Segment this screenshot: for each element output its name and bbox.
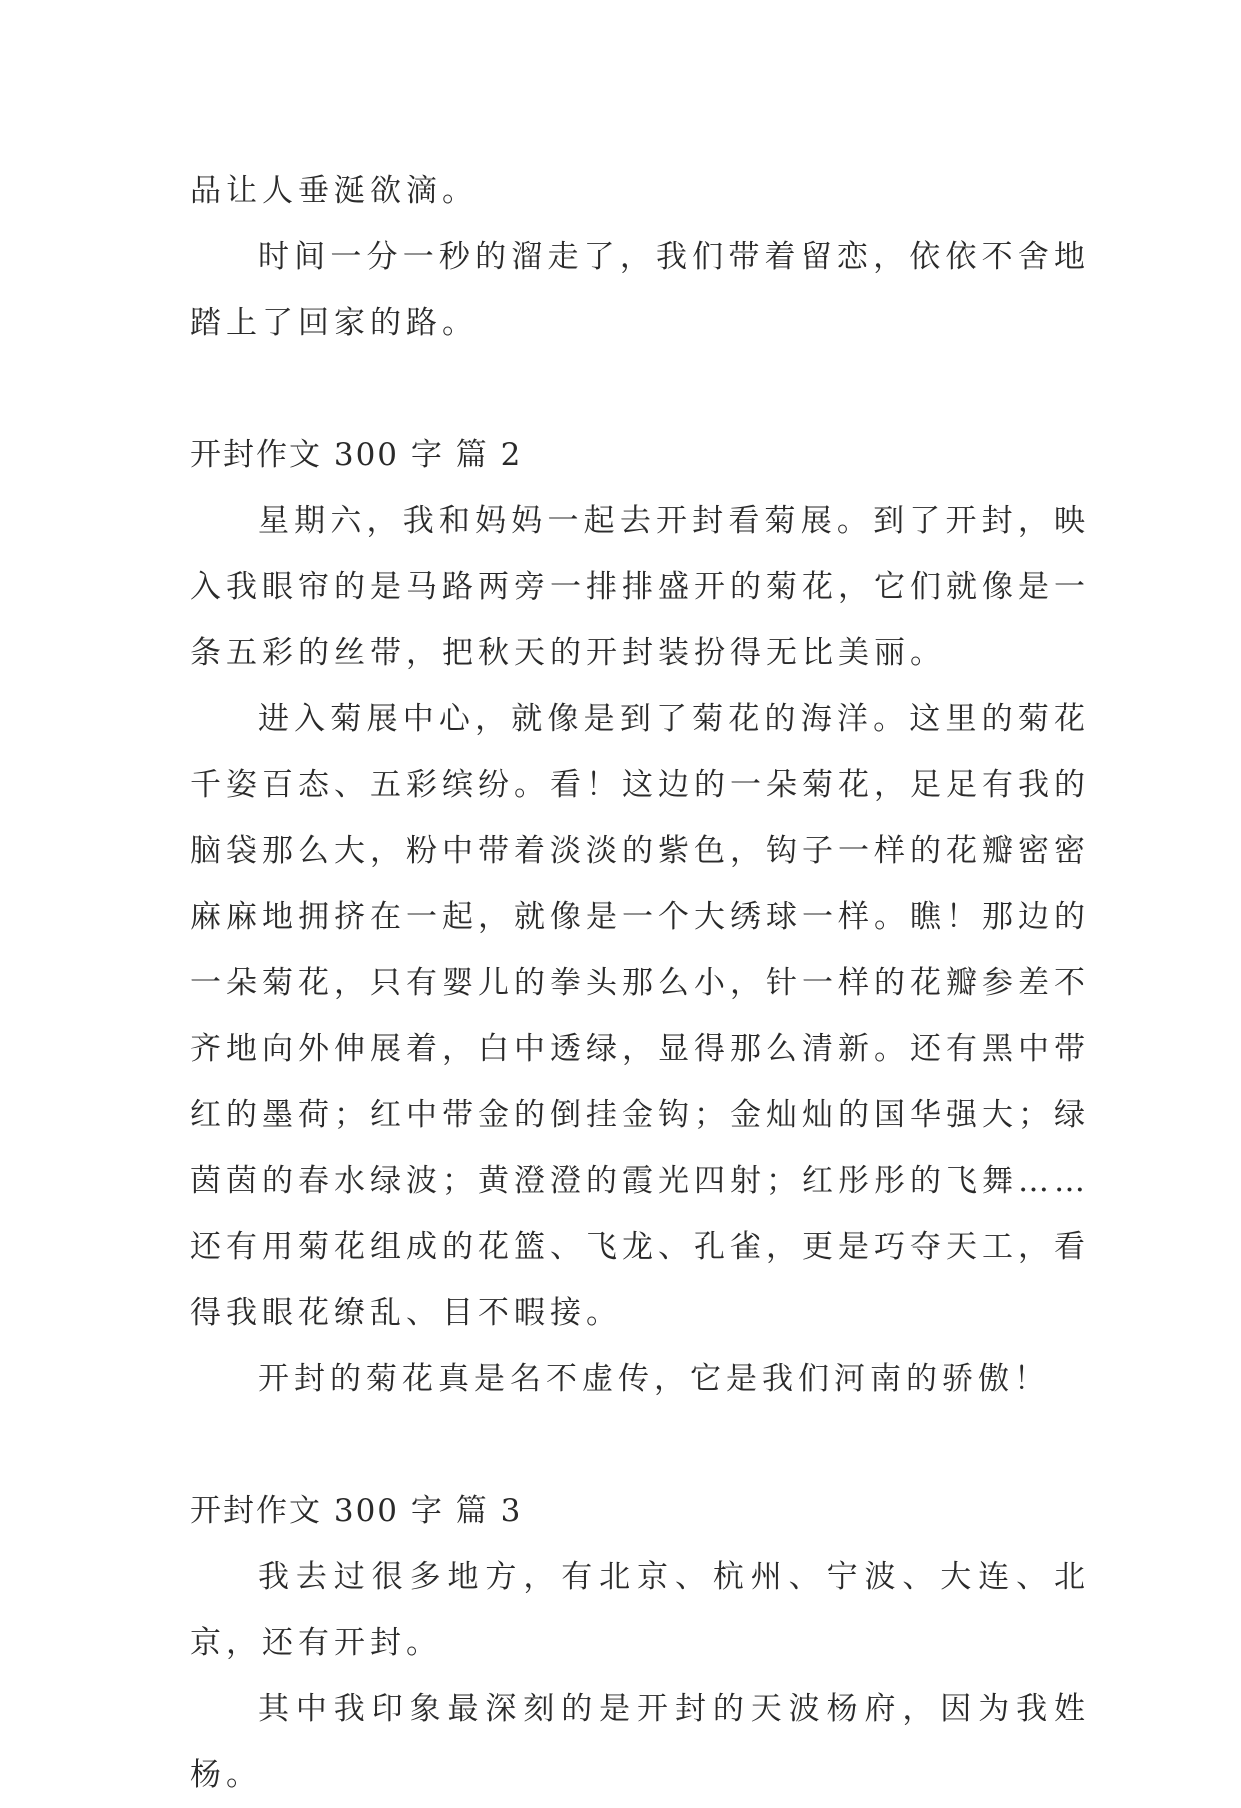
section-heading-3: 开封作文 300 字 篇 3: [190, 1493, 523, 1529]
paragraph-chrysanthemum-show: 星期六，我和妈妈一起去开封看菊展。到了开封，映入我眼帘的是马路两旁一排排盛开的菊花，它们就像是一条五彩的丝带，把秋天的开封装扮得无比美丽。: [190, 503, 1090, 671]
paragraph-exhibition-center: 进入菊展中心，就像是到了菊花的海洋。这里的菊花千姿百态、五彩缤纷。看！这边的一朵菊花，足足有我的脑袋那么大，粉中带着淡淡的紫色，钩子一样的花瓣密密麻麻地拥挤在一起，就像是一个大绣球一样。瞧！那边的一朵菊花，只有婴儿的拳头那么小，针一样的花瓣参差不齐地向外伸展着，白中透绿，显得那么清新。还有黑中带红的墨荷；红中带金的倒挂金钩；金灿灿的国华强大；绿茵茵的春水绿波；黄澄澄的霞光四射；红彤彤的飞舞……还有用菊花组成的花篮、飞龙、孔雀，更是巧夺天工，看得我眼花缭乱、目不暇接。: [190, 701, 1090, 1331]
paragraph-places-visited: 我去过很多地方，有北京、杭州、宁波、大连、北京，还有开封。: [190, 1559, 1090, 1661]
paragraph-end-of-trip: 时间一分一秒的溜走了，我们带着留恋，依依不舍地踏上了回家的路。: [190, 239, 1090, 341]
section-spacer: [190, 1412, 1090, 1478]
section-spacer: [190, 356, 1090, 422]
section-heading-2: 开封作文 300 字 篇 2: [190, 437, 523, 473]
paragraph-conclusion: 开封的菊花真是名不虚传，它是我们河南的骄傲！: [258, 1361, 1050, 1397]
paragraph-continuation: 品让人垂涎欲滴。: [190, 173, 478, 209]
document-body: [190, 158, 1090, 1808]
paragraph-tianbo-yang-mansion: 其中我印象最深刻的是开封的天波杨府，因为我姓杨。: [190, 1691, 1090, 1793]
